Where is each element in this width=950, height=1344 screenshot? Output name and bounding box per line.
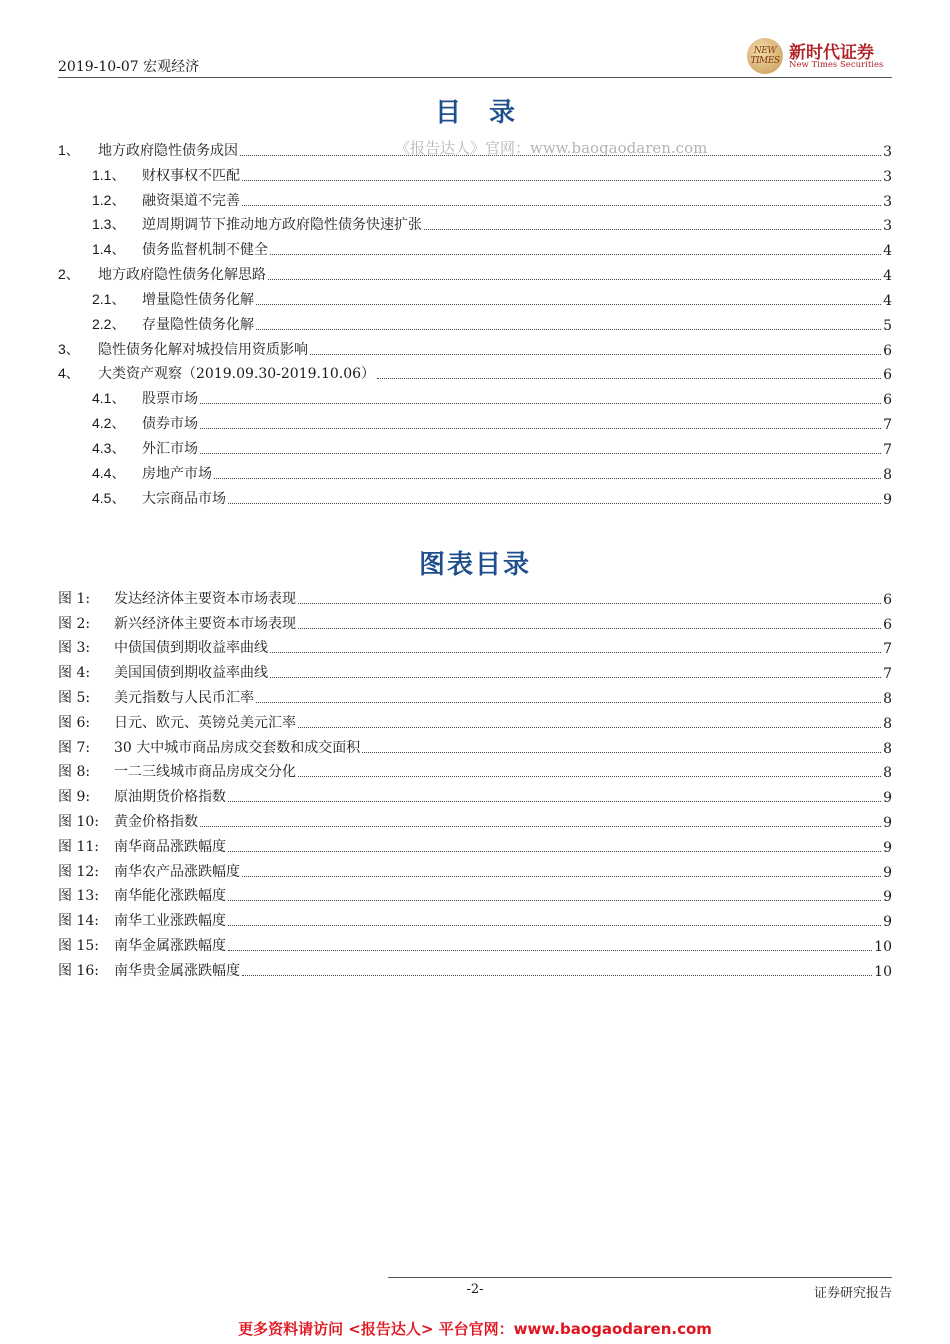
toc-entry[interactable] <box>58 488 892 508</box>
figure-entry-label: 南华金属涨跌幅度 <box>114 938 226 954</box>
figure-entry[interactable] <box>58 588 892 608</box>
toc-entry-label: 存量隐性债务化解 <box>142 317 254 333</box>
dot-leader <box>310 354 881 355</box>
toc-entry-number: 4.5、 <box>92 490 126 506</box>
toc-entry-label: 地方政府隐性债务成因 <box>98 143 238 159</box>
figure-entry-page: 7 <box>883 666 892 682</box>
figure-entry-page: 9 <box>883 790 892 806</box>
toc-entry[interactable] <box>58 264 892 284</box>
dot-leader <box>242 876 881 877</box>
toc-entry[interactable] <box>58 363 892 383</box>
toc-entry-page: 7 <box>883 442 892 458</box>
dot-leader <box>256 702 881 703</box>
toc-entry-number: 1.4、 <box>92 241 126 257</box>
dot-leader <box>424 229 881 230</box>
figure-entry-label: 南华能化涨跌幅度 <box>114 888 226 904</box>
figure-entry[interactable] <box>58 786 892 806</box>
company-logo <box>747 36 892 76</box>
toc-entry-label: 大类资产观察（2019.09.30-2019.10.06） <box>98 366 376 382</box>
figure-entry-page: 6 <box>883 617 892 633</box>
toc-entry-number: 1.2、 <box>92 192 126 208</box>
figure-entry-number: 图 5: <box>58 690 91 706</box>
dot-leader <box>377 378 881 379</box>
toc-entry-page: 4 <box>883 243 892 259</box>
figure-entry-label: 30 大中城市商品房成交套数和成交面积 <box>114 740 361 756</box>
toc-entry[interactable] <box>58 438 892 458</box>
dot-leader <box>270 254 881 255</box>
figure-entry[interactable] <box>58 687 892 707</box>
figure-entry-label: 南华贵金属涨跌幅度 <box>114 963 240 979</box>
figure-entry-number: 图 4: <box>58 665 91 681</box>
toc-entry-number: 4.3、 <box>92 440 126 456</box>
figure-entry[interactable] <box>58 861 892 881</box>
dot-leader <box>298 727 881 728</box>
toc-entry[interactable] <box>58 339 892 359</box>
header-date-section: 2019-10-07 宏观经济 <box>58 59 200 75</box>
figure-entry-number: 图 15: <box>58 938 99 954</box>
dot-leader <box>200 428 881 429</box>
figure-entry-page: 9 <box>883 914 892 930</box>
figure-entry-number: 图 2: <box>58 616 91 632</box>
figure-entry-page: 10 <box>874 939 892 955</box>
dot-leader <box>270 652 881 653</box>
toc-entry-number: 3、 <box>58 341 80 357</box>
toc-entry[interactable] <box>58 214 892 234</box>
figure-entry-page: 10 <box>874 964 892 980</box>
figure-entry-number: 图 11: <box>58 839 99 855</box>
toc-entry-label: 债券市场 <box>142 416 198 432</box>
figure-entry-page: 8 <box>883 691 892 707</box>
figure-entry[interactable] <box>58 885 892 905</box>
logo-name-cn: 新时代证券 <box>789 43 874 63</box>
toc-entry-page: 3 <box>883 144 892 160</box>
toc-entry-number: 1.1、 <box>92 167 126 183</box>
dot-leader <box>242 205 881 206</box>
figure-entry[interactable] <box>58 662 892 682</box>
figure-entry-number: 图 8: <box>58 764 91 780</box>
dot-leader <box>298 776 881 777</box>
figure-entry-label: 美国国债到期收益率曲线 <box>114 665 268 681</box>
toc-entry[interactable] <box>58 463 892 483</box>
toc-entry-number: 1、 <box>58 142 80 158</box>
toc-entry-number: 2、 <box>58 266 80 282</box>
footer-divider <box>388 1277 892 1278</box>
toc-entry[interactable] <box>58 190 892 210</box>
dot-leader <box>242 975 872 976</box>
logo-name-en: New Times Securities <box>789 60 884 70</box>
report-type: 证券研究报告 <box>813 1286 892 1301</box>
figure-entry[interactable] <box>58 613 892 633</box>
toc-entry[interactable] <box>58 314 892 334</box>
figure-entry-label: 美元指数与人民币汇率 <box>114 690 254 706</box>
dot-leader <box>228 851 881 852</box>
figure-entry-number: 图 14: <box>58 913 99 929</box>
dot-leader <box>228 900 881 901</box>
toc-entry-number: 4.4、 <box>92 465 126 481</box>
toc-entry-label: 融资渠道不完善 <box>142 193 240 209</box>
toc-entry-number: 1.3、 <box>92 216 126 232</box>
toc-entry-label: 逆周期调节下推动地方政府隐性债务快速扩张 <box>142 217 422 233</box>
dot-leader <box>256 304 881 305</box>
figure-entry-label: 南华工业涨跌幅度 <box>114 913 226 929</box>
figure-entry-number: 图 6: <box>58 715 91 731</box>
dot-leader <box>228 950 872 951</box>
figure-entry-label: 黄金价格指数 <box>114 814 198 830</box>
figure-entry[interactable] <box>58 811 892 831</box>
logo-mark: NEW TIMES <box>747 38 783 74</box>
toc-entry-label: 债务监督机制不健全 <box>142 242 268 258</box>
dot-leader <box>200 826 881 827</box>
figure-entry[interactable] <box>58 910 892 930</box>
figure-entry-number: 图 12: <box>58 864 99 880</box>
figure-entry-label: 南华农产品涨跌幅度 <box>114 864 240 880</box>
toc-entry-number: 4、 <box>58 365 80 381</box>
dot-leader <box>228 925 881 926</box>
figure-entry[interactable] <box>58 737 892 757</box>
toc-entry-page: 9 <box>883 492 892 508</box>
figure-entry-page: 8 <box>883 765 892 781</box>
figure-entry[interactable] <box>58 836 892 856</box>
figure-entry-page: 9 <box>883 865 892 881</box>
dot-leader <box>228 801 881 802</box>
toc-entry-number: 4.1、 <box>92 390 126 406</box>
toc-entry-page: 3 <box>883 218 892 234</box>
toc-entry-label: 大宗商品市场 <box>142 491 226 507</box>
toc-entry-label: 房地产市场 <box>142 466 212 482</box>
figure-entry[interactable] <box>58 935 892 955</box>
dot-leader <box>270 677 881 678</box>
toc-entry[interactable] <box>58 289 892 309</box>
figure-entry-number: 图 3: <box>58 640 91 656</box>
figure-entry-page: 9 <box>883 840 892 856</box>
figure-entry-label: 中债国债到期收益率曲线 <box>114 640 268 656</box>
toc-entry[interactable] <box>58 388 892 408</box>
figure-entry-page: 7 <box>883 641 892 657</box>
watermark: 《报告达人》官网：www.baogaodaren.com <box>395 139 708 157</box>
toc-entry-page: 4 <box>883 293 892 309</box>
toc-entry-label: 财权事权不匹配 <box>142 168 240 184</box>
toc-entry[interactable] <box>58 140 892 160</box>
dot-leader <box>362 752 881 753</box>
dot-leader <box>200 403 881 404</box>
figure-entry-page: 8 <box>883 741 892 757</box>
figure-entry-label: 原油期货价格指数 <box>114 789 226 805</box>
toc-entry-label: 股票市场 <box>142 391 198 407</box>
figure-entry-number: 图 10: <box>58 814 99 830</box>
toc-entry-number: 4.2、 <box>92 415 126 431</box>
figure-entry-page: 9 <box>883 889 892 905</box>
toc-entry-label: 外汇市场 <box>142 441 198 457</box>
dot-leader <box>256 329 881 330</box>
figure-entry-page: 6 <box>883 592 892 608</box>
toc-entry-number: 2.1、 <box>92 291 126 307</box>
figure-entry-number: 图 1: <box>58 591 91 607</box>
toc-entry-page: 4 <box>883 268 892 284</box>
figure-entry-number: 图 16: <box>58 963 99 979</box>
toc-entry-label: 隐性债务化解对城投信用资质影响 <box>98 342 308 358</box>
toc-title: 目录 <box>434 98 543 128</box>
figure-list-title: 图表目录 <box>418 550 531 580</box>
figure-entry-page: 9 <box>883 815 892 831</box>
figure-entry-label: 发达经济体主要资本市场表现 <box>114 591 296 607</box>
toc-entry-page: 3 <box>883 194 892 210</box>
figure-entry[interactable] <box>58 712 892 732</box>
dot-leader <box>298 628 881 629</box>
figure-entry-number: 图 13: <box>58 888 99 904</box>
toc-entry-number: 2.2、 <box>92 316 126 332</box>
figure-entry-number: 图 9: <box>58 789 91 805</box>
toc-entry-page: 6 <box>883 392 892 408</box>
toc-entry-page: 5 <box>883 318 892 334</box>
figure-entry-label: 南华商品涨跌幅度 <box>114 839 226 855</box>
figure-entry[interactable] <box>58 960 892 980</box>
toc-entry-page: 6 <box>883 367 892 383</box>
dot-leader <box>298 603 881 604</box>
figure-entry[interactable] <box>58 637 892 657</box>
header-divider <box>58 77 892 78</box>
dot-leader <box>228 503 881 504</box>
figure-entry-number: 图 7: <box>58 740 91 756</box>
figure-entry[interactable] <box>58 761 892 781</box>
dot-leader <box>242 180 881 181</box>
toc-entry[interactable] <box>58 413 892 433</box>
dot-leader <box>240 155 881 156</box>
toc-entry[interactable] <box>58 239 892 259</box>
figure-entry-label: 新兴经济体主要资本市场表现 <box>114 616 296 632</box>
toc-entry-page: 7 <box>883 417 892 433</box>
figure-entry-page: 8 <box>883 716 892 732</box>
toc-entry-page: 6 <box>883 343 892 359</box>
page-number: -2- <box>466 1282 484 1297</box>
figure-entry-label: 一二三线城市商品房成交分化 <box>114 764 296 780</box>
dot-leader <box>214 478 881 479</box>
toc-entry-page: 8 <box>883 467 892 483</box>
figure-entry-label: 日元、欧元、英镑兑美元汇率 <box>114 715 296 731</box>
dot-leader <box>268 279 881 280</box>
toc-entry-page: 3 <box>883 169 892 185</box>
promo-banner-link[interactable]: 更多资料请访问 <报告达人> 平台官网：www.baogaodaren.com <box>238 1320 712 1338</box>
toc-entry[interactable] <box>58 165 892 185</box>
toc-entry-label: 增量隐性债务化解 <box>142 292 254 308</box>
dot-leader <box>200 453 881 454</box>
toc-entry-label: 地方政府隐性债务化解思路 <box>98 267 266 283</box>
